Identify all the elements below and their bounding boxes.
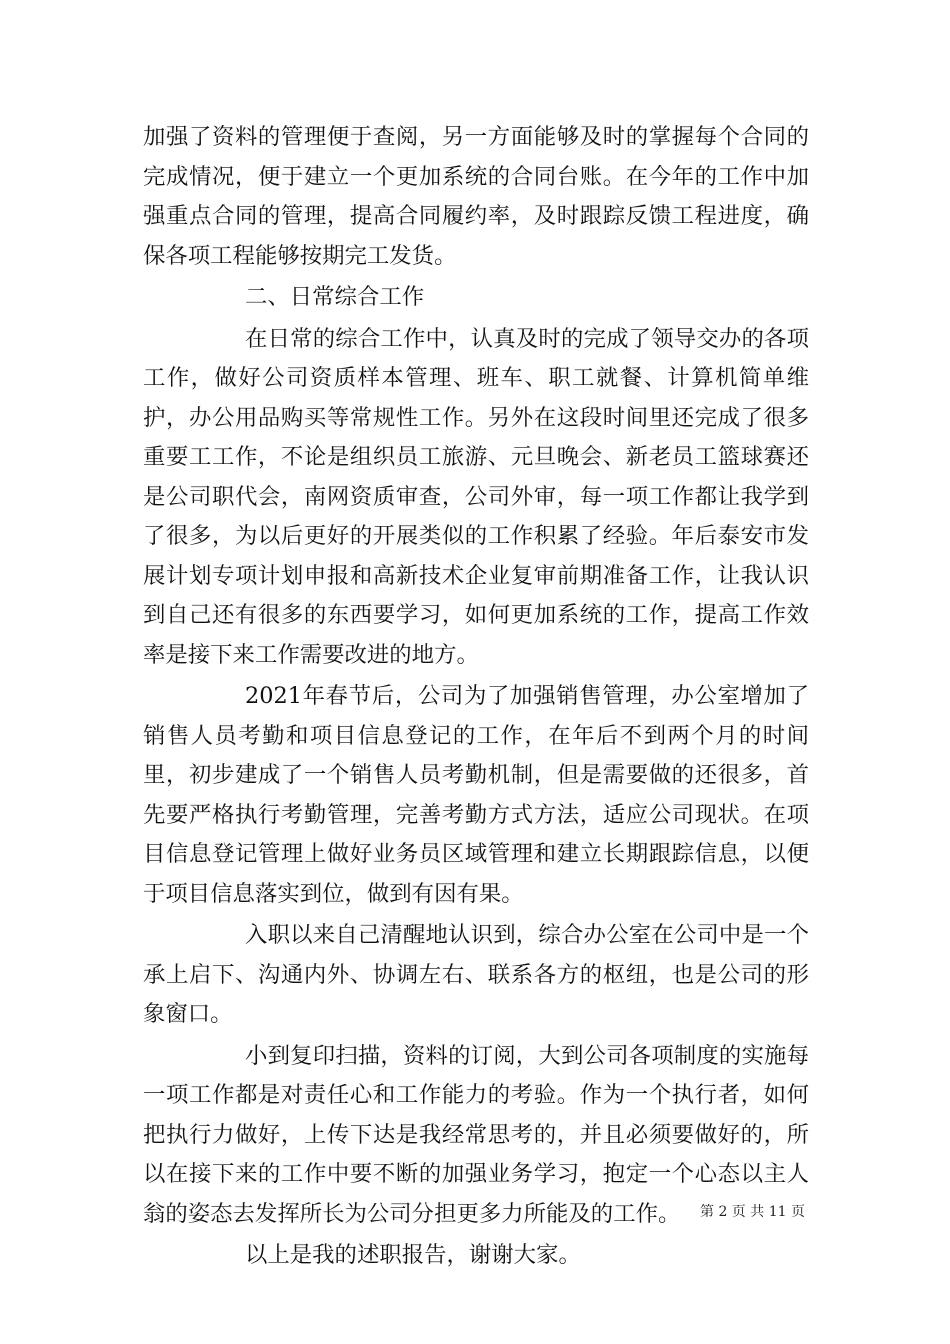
document-body [143, 118, 809, 1276]
paragraph-responsibility: 小到复印扫描，资料的订阅，大到公司各项制度的实施每一项工作都是对责任心和工作能力的考验。作为一个执行者，如何把执行力做好，上传下达是我经常思考的，并且必须要做好的，所以在接下来的工作中要不断的加强业务学习，抱定一个心态以主人翁的姿态去发挥所长为公司分担更多力所能及的工作。 [143, 1042, 809, 1227]
paragraph-sales-attendance: 2021年春节后，公司为了加强销售管理，办公室增加了销售人员考勤和项目信息登记的工作，在年后不到两个月的时间里，初步建成了一个销售人员考勤机制，但是需要做的还很多，首先要严格执行考勤管理，完善考勤方式方法，适应公司现状。在项目信息登记管理上做好业务员区域管理和建立长期跟踪信息，以便于项目信息落实到位，做到有因有果。 [143, 683, 809, 907]
section-heading-daily-work: 二、日常综合工作 [245, 284, 425, 310]
paragraph-closing: 以上是我的述职报告，谢谢大家。 [245, 1242, 581, 1268]
page-number-footer: 第 2 页 共 11 页 [700, 1204, 805, 1220]
paragraph-self-awareness: 入职以来自己清醒地认识到，综合办公室在公司中是一个承上启下、沟通内外、协调左右、联系各方的枢纽，也是公司的形象窗口。 [143, 922, 809, 1027]
paragraph-daily-work: 在日常的综合工作中，认真及时的完成了领导交办的各项工作，做好公司资质样本管理、班车、职工就餐、计算机简单维护，办公用品购买等常规性工作。另外在这段时间里还完成了很多重要工工作，不论是组织员工旅游、元旦晚会、新老员工篮球赛还是公司职代会，南网资质审查，公司外审，每一项工作都让我学到了很多，为以后更好的开展类似的工作积累了经验。年后泰安市发展计划专项计划申报和高新技术企业复审前期准备工作，让我认识到自己还有很多的东西要学习，如何更加系统的工作，提高工作效率是接下来工作需要改进的地方。 [143, 325, 809, 668]
paragraph-contract-management: 加强了资料的管理便于查阅，另一方面能够及时的掌握每个合同的完成情况，便于建立一个更加系统的合同台账。在今年的工作中加强重点合同的管理，提高合同履约率，及时跟踪反馈工程进度，确保各项工程能够按期完工发货。 [143, 124, 809, 269]
